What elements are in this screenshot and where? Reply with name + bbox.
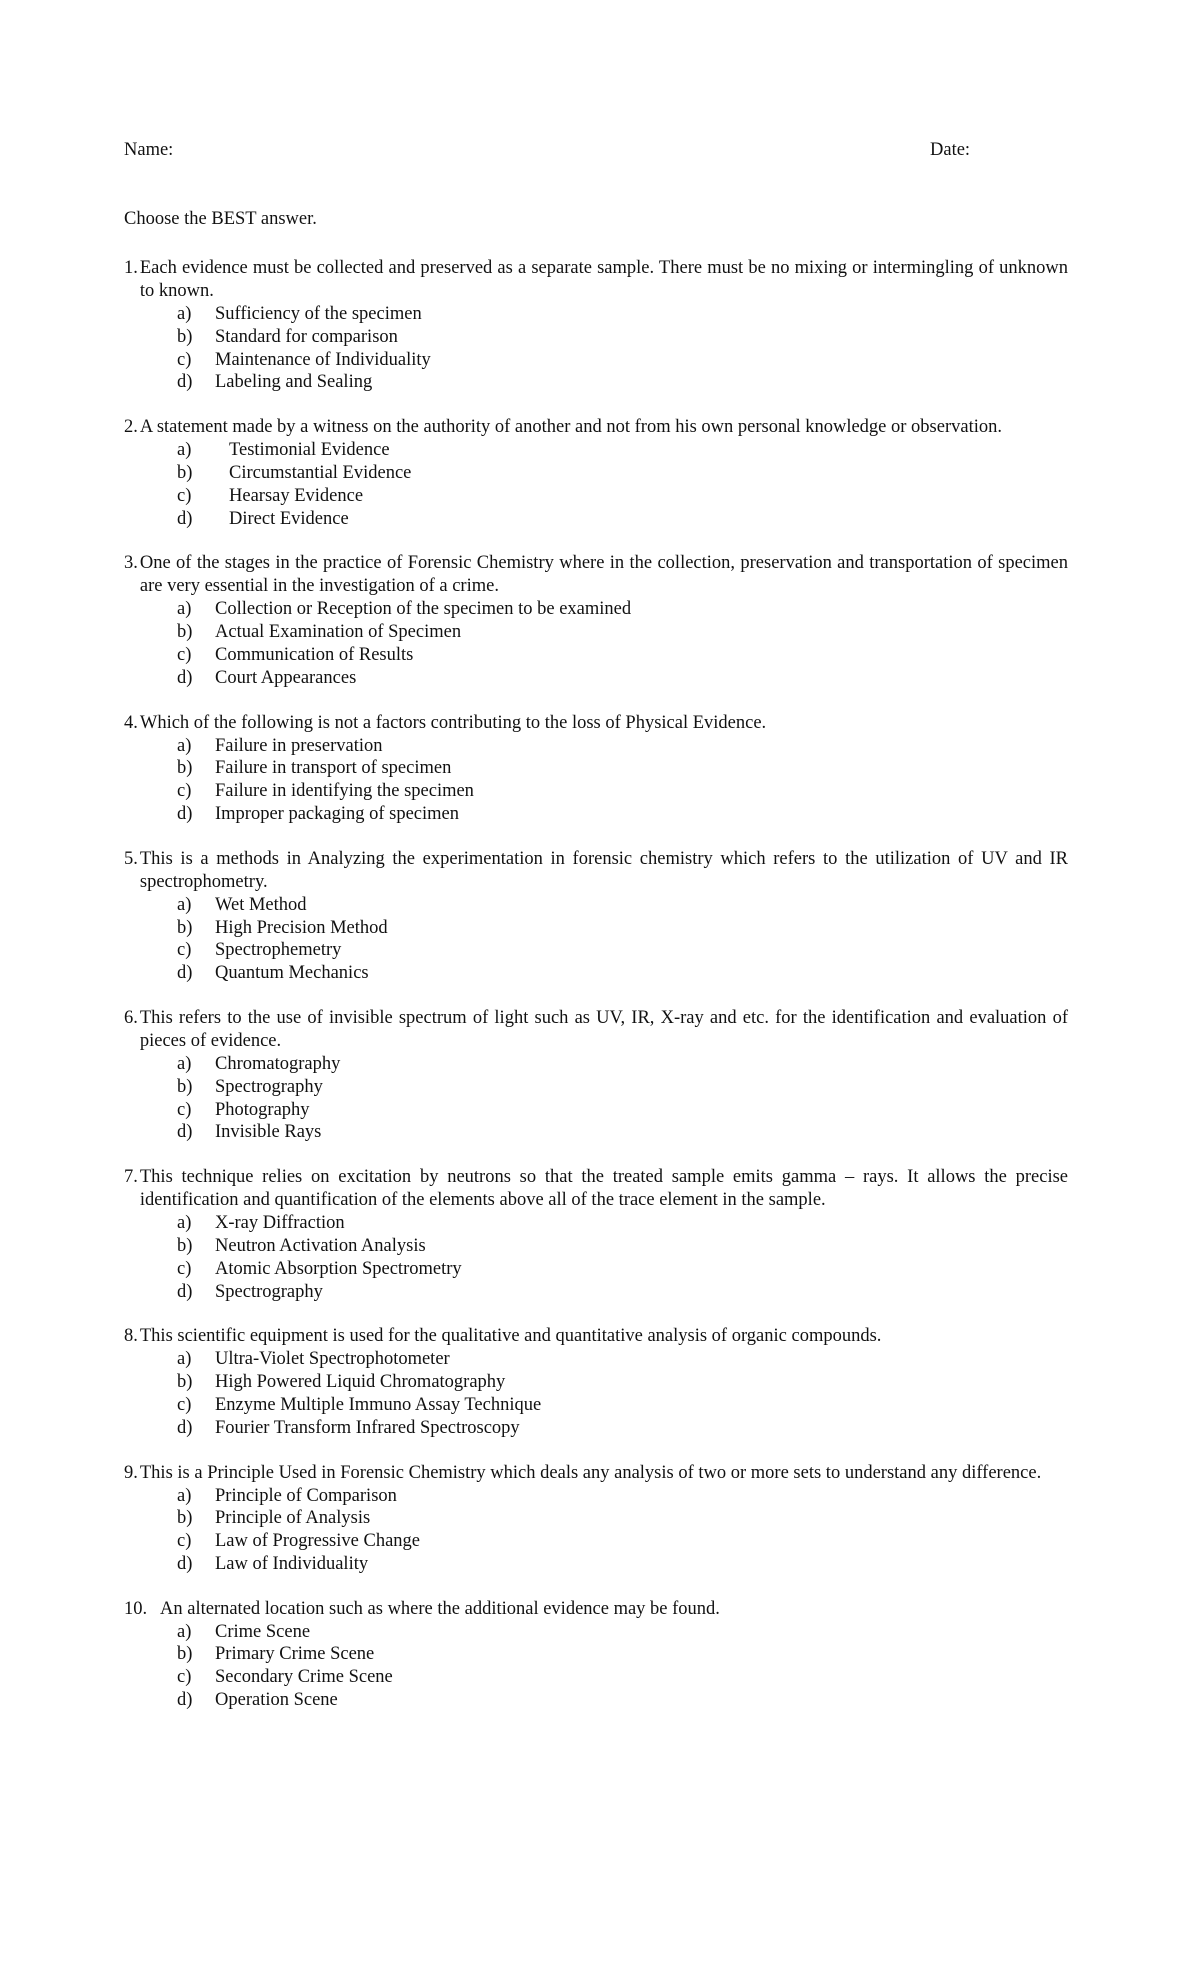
option-letter: d) [177, 1553, 193, 1574]
answer-option [124, 667, 1068, 690]
question-stem [124, 848, 1068, 894]
option-letter: c) [177, 781, 192, 802]
option-text: Communication of Results [215, 644, 414, 665]
option-list [124, 598, 1068, 689]
question-text: This is a methods in Analyzing the experimentation in forensic chemistry which refers to the utilization of UV and IR spectrophometry. [139, 848, 1068, 892]
option-letter: b) [177, 622, 193, 643]
answer-option [124, 1371, 1068, 1394]
question-number: 8. [124, 1326, 138, 1347]
question-number: 7. [124, 1167, 138, 1188]
option-list [124, 303, 1068, 394]
option-text: Ultra-Violet Spectrophotometer [215, 1349, 450, 1370]
option-letter: d) [177, 1690, 193, 1711]
option-text: Law of Individuality [215, 1553, 369, 1574]
answer-option [124, 1530, 1068, 1553]
option-text: Quantum Mechanics [215, 963, 369, 984]
option-text: Failure in preservation [215, 735, 383, 756]
header-row [124, 140, 1068, 164]
option-letter: b) [177, 758, 193, 779]
option-text: Wet Method [215, 894, 307, 915]
date-label: Date: [930, 140, 971, 160]
answer-option [124, 1417, 1068, 1440]
question-number: 3. [124, 553, 138, 574]
question-number: 6. [124, 1007, 138, 1028]
option-letter: d) [177, 1281, 193, 1302]
option-list [124, 1348, 1068, 1439]
option-letter: c) [177, 644, 192, 665]
question-text: This refers to the use of invisible spectrum of light such as UV, IR, X-ray and etc. for the identification and evaluation of pieces of evidence. [139, 1007, 1068, 1051]
option-text: Photography [215, 1099, 310, 1120]
question-4 [124, 712, 1068, 826]
answer-option [124, 349, 1068, 372]
option-letter: a) [177, 599, 192, 620]
option-list [124, 735, 1068, 826]
option-list [124, 1212, 1068, 1303]
answer-option [124, 735, 1068, 758]
option-text: Hearsay Evidence [229, 485, 364, 506]
answer-option [124, 1394, 1068, 1417]
answer-option [124, 1212, 1068, 1235]
option-letter: b) [177, 462, 193, 483]
option-text: Principle of Analysis [215, 1508, 371, 1529]
question-8 [124, 1325, 1068, 1439]
answer-option [124, 1258, 1068, 1281]
question-stem [124, 1598, 1068, 1621]
answer-option [124, 917, 1068, 940]
option-letter: a) [177, 1053, 192, 1074]
option-letter: d) [177, 372, 193, 393]
answer-option [124, 326, 1068, 349]
question-number: 4. [124, 712, 138, 733]
option-text: High Precision Method [215, 917, 388, 938]
option-text: Spectrophemetry [215, 940, 342, 961]
answer-option [124, 485, 1068, 508]
question-3 [124, 552, 1068, 689]
answer-option [124, 1281, 1068, 1304]
question-2 [124, 416, 1068, 530]
option-text: Labeling and Sealing [215, 372, 373, 393]
answer-option [124, 894, 1068, 917]
option-text: Failure in identifying the specimen [215, 781, 474, 802]
option-letter: a) [177, 735, 192, 756]
question-stem [124, 552, 1068, 598]
option-letter: d) [177, 1122, 193, 1143]
option-text: Law of Progressive Change [215, 1531, 420, 1552]
answer-option [124, 939, 1068, 962]
question-10 [124, 1598, 1068, 1712]
name-label: Name: [124, 140, 174, 160]
option-text: Sufficiency of the specimen [215, 304, 422, 324]
answer-option [124, 1099, 1068, 1122]
question-number: 10. [124, 1598, 148, 1619]
option-letter: a) [177, 894, 192, 915]
quiz-page [124, 140, 1068, 1734]
question-stem [124, 1325, 1068, 1348]
instructions: Choose the BEST answer. [124, 209, 317, 229]
question-text: Each evidence must be collected and preserved as a separate sample. There must be no mixing or intermingling of unknown to known. [139, 258, 1068, 301]
answer-option [124, 780, 1068, 803]
answer-option [124, 303, 1068, 326]
question-list [124, 257, 1068, 1712]
question-stem [124, 1007, 1068, 1053]
option-list [124, 894, 1068, 985]
option-letter: b) [177, 1372, 193, 1393]
option-text: High Powered Liquid Chromatography [215, 1372, 506, 1393]
answer-option [124, 598, 1068, 621]
option-text: Spectrography [215, 1076, 323, 1097]
option-text: Atomic Absorption Spectrometry [215, 1258, 462, 1279]
option-letter: c) [177, 1099, 192, 1120]
option-letter: a) [177, 304, 192, 324]
option-letter: b) [177, 326, 193, 347]
option-text: Circumstantial Evidence [229, 462, 412, 483]
question-text: A statement made by a witness on the authority of another and not from his own personal knowledge or observation. [139, 417, 1002, 438]
option-text: Collection or Reception of the specimen to be examined [215, 599, 632, 620]
option-text: Operation Scene [215, 1690, 338, 1711]
option-text: Direct Evidence [229, 508, 349, 529]
option-text: Court Appearances [215, 667, 357, 688]
answer-option [124, 1689, 1068, 1712]
question-stem [124, 1462, 1068, 1485]
answer-option [124, 1235, 1068, 1258]
option-text: Testimonial Evidence [229, 440, 390, 461]
option-letter: a) [177, 440, 192, 461]
answer-option [124, 757, 1068, 780]
option-letter: d) [177, 508, 193, 529]
option-letter: b) [177, 1076, 193, 1097]
option-text: Standard for comparison [215, 326, 398, 347]
option-letter: c) [177, 1394, 192, 1415]
answer-option [124, 439, 1068, 462]
option-letter: a) [177, 1349, 192, 1370]
answer-option [124, 1643, 1068, 1666]
option-text: Enzyme Multiple Immuno Assay Technique [215, 1394, 542, 1415]
option-letter: a) [177, 1485, 192, 1506]
option-letter: b) [177, 1644, 193, 1665]
option-text: Fourier Transform Infrared Spectroscopy [215, 1417, 520, 1438]
answer-option [124, 1348, 1068, 1371]
answer-option [124, 1485, 1068, 1508]
option-text: Chromatography [215, 1053, 341, 1074]
question-text: An alternated location such as where the additional evidence may be found. [160, 1598, 720, 1619]
question-number: 2. [124, 417, 138, 438]
option-letter: a) [177, 1213, 192, 1234]
answer-option [124, 1621, 1068, 1644]
question-9 [124, 1462, 1068, 1576]
option-list [124, 1053, 1068, 1144]
question-text: One of the stages in the practice of Forensic Chemistry where in the collection, preservation and transportation of specimen are very essential in the investigation of a crime. [139, 553, 1068, 597]
answer-option [124, 1121, 1068, 1144]
question-number: 5. [124, 848, 138, 869]
option-text: Failure in transport of specimen [215, 758, 452, 779]
answer-option [124, 1053, 1068, 1076]
option-text: Primary Crime Scene [215, 1644, 375, 1665]
option-letter: b) [177, 917, 193, 938]
option-list [124, 1485, 1068, 1576]
question-1 [124, 257, 1068, 394]
answer-option [124, 508, 1068, 531]
option-letter: c) [177, 485, 192, 506]
option-letter: b) [177, 1508, 193, 1529]
option-letter: c) [177, 940, 192, 961]
question-5 [124, 848, 1068, 985]
option-letter: a) [177, 1621, 192, 1642]
answer-option [124, 1507, 1068, 1530]
option-text: Actual Examination of Specimen [215, 622, 462, 643]
question-number: 1. [124, 258, 138, 278]
question-number: 9. [124, 1462, 138, 1483]
option-text: Maintenance of Individuality [215, 349, 431, 370]
answer-option [124, 1076, 1068, 1099]
option-letter: c) [177, 1531, 192, 1552]
answer-option [124, 644, 1068, 667]
answer-option [124, 371, 1068, 394]
option-letter: d) [177, 1417, 193, 1438]
question-6 [124, 1007, 1068, 1144]
option-text: Spectrography [215, 1281, 323, 1302]
option-text: Improper packaging of specimen [215, 803, 460, 824]
option-text: X-ray Diffraction [215, 1213, 345, 1234]
option-letter: c) [177, 1667, 192, 1688]
option-text: Neutron Activation Analysis [215, 1235, 426, 1256]
answer-option [124, 962, 1068, 985]
option-letter: c) [177, 349, 192, 370]
question-stem [124, 712, 1068, 735]
question-text: This technique relies on excitation by neutrons so that the treated sample emits gamma – rays. It allows the precise identification and quantification of the elements above all of the trace element in the sample. [139, 1167, 1068, 1211]
answer-option [124, 621, 1068, 644]
answer-option [124, 1553, 1068, 1576]
question-7 [124, 1166, 1068, 1303]
option-text: Crime Scene [215, 1621, 311, 1642]
question-text: This is a Principle Used in Forensic Chemistry which deals any analysis of two or more sets to understand any difference. [139, 1462, 1042, 1483]
question-text: Which of the following is not a factors contributing to the loss of Physical Evidence. [139, 712, 767, 733]
answer-option [124, 803, 1068, 826]
option-letter: c) [177, 1258, 192, 1279]
question-stem [124, 1166, 1068, 1212]
option-letter: b) [177, 1235, 193, 1256]
question-stem [124, 416, 1068, 439]
option-text: Principle of Comparison [215, 1485, 397, 1506]
option-list [124, 439, 1068, 530]
option-letter: d) [177, 803, 193, 824]
answer-option [124, 462, 1068, 485]
option-text: Secondary Crime Scene [215, 1667, 393, 1688]
option-letter: d) [177, 667, 193, 688]
question-text: This scientific equipment is used for the qualitative and quantitative analysis of organic compounds. [139, 1326, 882, 1347]
option-list [124, 1621, 1068, 1712]
answer-option [124, 1666, 1068, 1689]
option-text: Invisible Rays [215, 1122, 322, 1143]
option-letter: d) [177, 963, 193, 984]
question-stem [124, 257, 1068, 303]
